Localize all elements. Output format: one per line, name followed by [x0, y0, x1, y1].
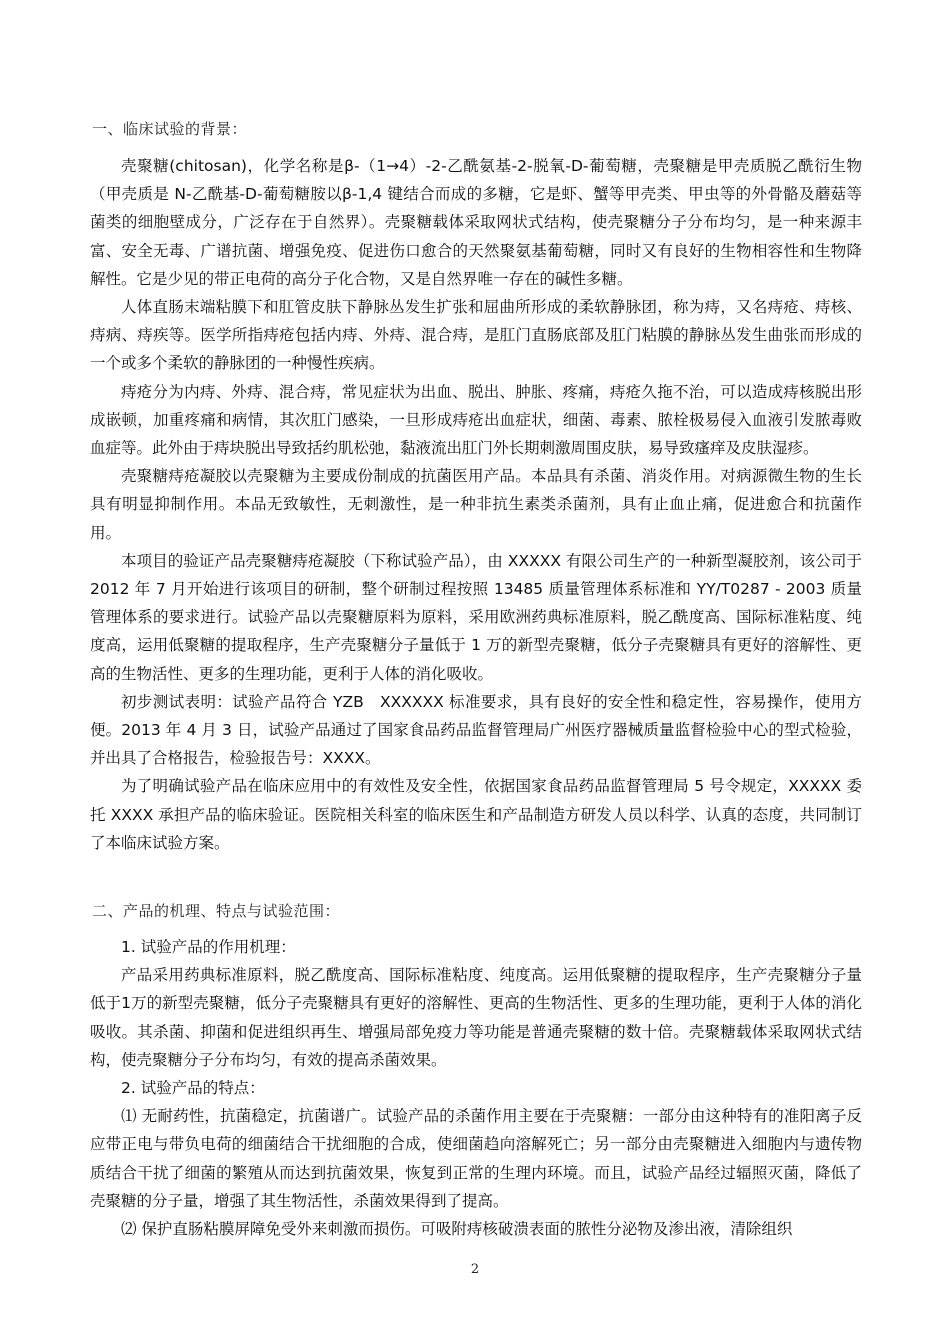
feature-item-2: ⑵ 保护直肠粘膜屏障免受外来刺激而损伤。可吸附痔核破溃表面的脓性分泌物及渗出液，清除组织	[121, 1220, 793, 1239]
paragraph-product-intro: 壳聚糖痔疮凝胶以壳聚糖为主要成份制成的抗菌医用产品。本品具有杀菌、消炎作用。对病源微生物的生长具有明显抑制作用。本品无致敏性，无刺激性，是一种非抗生素类杀菌剂，具有止血止痛，促进愈合和抗菌作用。	[90, 467, 862, 542]
subsection-title-mechanism: 1. 试验产品的作用机理：	[121, 938, 296, 956]
section-heading-background: 一、临床试验的背景：	[92, 120, 248, 138]
section-body-background	[90, 152, 862, 857]
paragraph-chitosan-definition: 壳聚糖(chitosan)，化学名称是β-（1→4）-2-乙酰氨基-2-脱氧-D-葡萄糖，壳聚糖是甲壳质脱乙酰衍生物（甲壳质是 N-乙酰基-D-葡萄糖胺以β-1,4 键结合而成的多糖，它是虾、蟹等甲壳类、甲虫等的外骨骼及蘑菇等菌类的细胞壁成分，广泛存在于自然界）。壳聚糖载体采取网状式结构，使壳聚糖分子分布均匀，是一种来源丰富、安全无毒、广谱抗菌、增强免疫、促进伤口愈合的天然聚氨基葡萄糖，同时又有良好的生物相容性和生物降解性。它是少见的带正电荷的高分子化合物，又是自然界唯一存在的碱性多糖。	[90, 157, 862, 288]
feature-item-1: ⑴ 无耐药性，抗菌稳定，抗菌谱广。试验产品的杀菌作用主要在于壳聚糖：一部分由这种特有的准阳离子反应带正电与带负电荷的细菌结合干扰细胞的合成，使细菌趋向溶解死亡；另一部分由壳聚糖进入细胞内与遗传物质结合干扰了细菌的繁殖从而达到抗菌效果，恢复到正常的生理内环境。而且，试验产品经过辐照灭菌，降低了壳聚糖的分子量，增强了其生物活性，杀菌效果得到了提高。	[90, 1107, 862, 1210]
paragraph-product-development: 本项目的验证产品壳聚糖痔疮凝胶（下称试验产品），由 XXXXX 有限公司生产的一种新型凝胶剂，该公司于 2012 年 7 月开始进行该项目的研制，整个研制过程按照 13485 质量管理体系标准和 YY/T0287 - 2003 质量管理体系的要求进行。试验产品以壳聚糖原料为原料，采用欧洲药典标准原料，脱乙酰度高、国际标准粘度、纯度高，运用低聚糖的提取程序，生产壳聚糖分子量低于 1 万的新型壳聚糖，低分子壳聚糖具有更好的溶解性、更高的生物活性、更多的生理功能，更利于人体的消化吸收。	[90, 551, 862, 683]
paragraph-trial-purpose: 为了明确试验产品在临床应用中的有效性及安全性，依据国家食品药品监督管理局 5 号令规定，XXXXX 委托 XXXX 承担产品的临床验证。医院相关科室的临床医生和产品制造方研发人员以科学、认真的态度，共同制订了本临床试验方案。	[90, 777, 862, 852]
section-heading-mechanism: 二、产品的机理、特点与试验范围：	[92, 902, 341, 920]
paragraph-mechanism: 产品采用药典标准原料，脱乙酰度高、国际标准粘度、纯度高。运用低聚糖的提取程序，生产壳聚糖分子量低于1万的新型壳聚糖，低分子壳聚糖具有更好的溶解性、更高的生物活性、更多的生理功能，更利于人体的消化吸收。其杀菌、抑菌和促进组织再生、增强局部免疫力等功能是普通壳聚糖的数十倍。壳聚糖载体采取网状式结构，使壳聚糖分子分布均匀，有效的提高杀菌效果。	[90, 966, 862, 1069]
section-body-mechanism	[90, 933, 862, 1243]
paragraph-preliminary-test: 初步测试表明：试验产品符合 YZB XXXXXX 标准要求，具有良好的安全性和稳定性，容易操作，使用方便。2013 年 4 月 3 日，试验产品通过了国家食品药品监督管理局广州医疗器械质量监督检验中心的型式检验，并出具了合格报告，检验报告号：XXXX。	[90, 692, 862, 768]
paragraph-hemorrhoid-symptoms: 痔疮分为内痔、外痔、混合痔，常见症状为出血、脱出、肿胀、疼痛，痔疮久拖不治，可以造成痔核脱出形成嵌顿，加重疼痛和病情，其次肛门感染，一旦形成痔疮出血症状，细菌、毒素、脓栓极易侵入血液引发脓毒败血症等。此外由于痔块脱出导致括约肌松弛，黏液流出肛门外长期刺激周围皮肤，易导致瘙痒及皮肤湿疹。	[90, 382, 862, 458]
subsection-title-features: 2. 试验产品的特点：	[121, 1079, 265, 1098]
paragraph-hemorrhoid-definition: 人体直肠末端粘膜下和肛管皮肤下静脉丛发生扩张和屈曲所形成的柔软静脉团，称为痔，又名痔疮、痔核、痔病、痔疾等。医学所指痔疮包括内痔、外痔、混合痔，是肛门直肠底部及肛门粘膜的静脉丛发生曲张而形成的一个或多个柔软的静脉团的一种慢性疾病。	[90, 298, 862, 373]
page-number: 2	[470, 1262, 480, 1277]
